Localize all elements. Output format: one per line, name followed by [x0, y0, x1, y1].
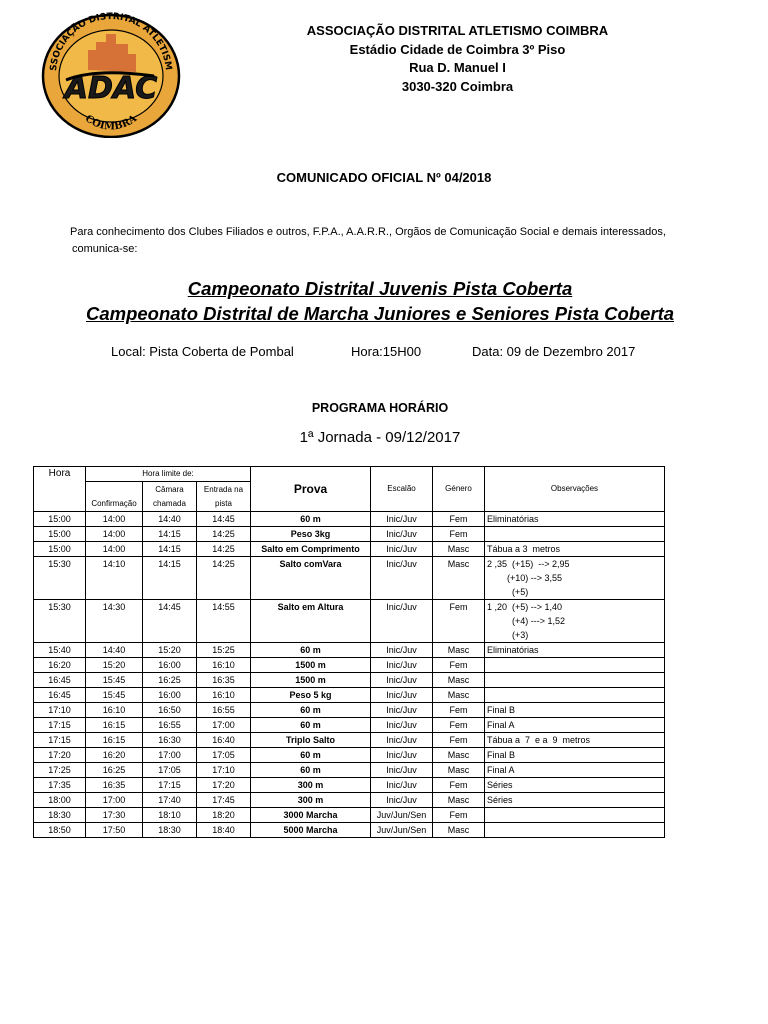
- observacao-line: Final B: [487, 705, 516, 715]
- cell-camara: 17:00: [143, 748, 197, 763]
- cell-prova: 60 m: [251, 643, 371, 658]
- table-row: [34, 823, 665, 838]
- cell-escalao: Inic/Juv: [371, 748, 433, 763]
- table-row: [34, 718, 665, 733]
- cell-camara: 16:00: [143, 688, 197, 703]
- table-row: [34, 542, 665, 557]
- observacao-line: Eliminatórias: [487, 514, 539, 524]
- cell-escalao: Inic/Juv: [371, 718, 433, 733]
- cell-entrada: 14:45: [197, 512, 251, 527]
- col-hora-limite: Hora limite de:: [86, 467, 251, 482]
- cell-confirmacao: 15:20: [86, 658, 143, 673]
- cell-entrada: 17:00: [197, 718, 251, 733]
- cell-genero: Masc: [433, 823, 485, 838]
- cell-camara: 18:30: [143, 823, 197, 838]
- cell-genero: Masc: [433, 688, 485, 703]
- observacao-line: Final B: [487, 750, 516, 760]
- cell-confirmacao: 14:40: [86, 643, 143, 658]
- table-row: [34, 703, 665, 718]
- cell-observacoes: [485, 778, 665, 793]
- cell-confirmacao: 14:10: [86, 557, 143, 600]
- cell-confirmacao: 17:00: [86, 793, 143, 808]
- cell-prova: Salto em Altura: [251, 600, 371, 643]
- cell-escalao: Inic/Juv: [371, 643, 433, 658]
- cell-observacoes: [485, 793, 665, 808]
- cell-entrada: 16:55: [197, 703, 251, 718]
- cell-prova: 1500 m: [251, 658, 371, 673]
- cell-entrada: 16:10: [197, 688, 251, 703]
- cell-observacoes: [485, 673, 665, 688]
- cell-confirmacao: 16:15: [86, 733, 143, 748]
- cell-prova: Peso 3kg: [251, 527, 371, 542]
- cell-observacoes: [485, 688, 665, 703]
- cell-hora: 15:00: [34, 527, 86, 542]
- cell-hora: 15:30: [34, 600, 86, 643]
- cell-entrada: 18:20: [197, 808, 251, 823]
- table-row: [34, 778, 665, 793]
- cell-genero: Fem: [433, 512, 485, 527]
- col-observacoes: Observações: [485, 467, 665, 512]
- cell-confirmacao: 17:50: [86, 823, 143, 838]
- cell-entrada: 17:45: [197, 793, 251, 808]
- cell-entrada: 14:25: [197, 557, 251, 600]
- observacao-line: (+3): [487, 630, 529, 640]
- cell-camara: 17:40: [143, 793, 197, 808]
- observacao-line: 1 ,20 (+5) --> 1,40: [487, 602, 563, 612]
- cell-confirmacao: 15:45: [86, 673, 143, 688]
- table-row: [34, 512, 665, 527]
- svg-text:ASSOCIAÇÃO DISTRITAL ATLETISMO: SSOCIAÇÃO DISTRITAL ATLETISM: [49, 11, 173, 72]
- observacao-line: Séries: [487, 780, 513, 790]
- cell-camara: 14:15: [143, 527, 197, 542]
- table-row: [34, 763, 665, 778]
- programa-title: PROGRAMA HORÁRIO: [311, 401, 449, 415]
- cell-escalao: Inic/Juv: [371, 658, 433, 673]
- cell-genero: Fem: [433, 658, 485, 673]
- cell-observacoes: [485, 808, 665, 823]
- cell-prova: 1500 m: [251, 673, 371, 688]
- cell-genero: Fem: [433, 718, 485, 733]
- cell-confirmacao: 14:30: [86, 600, 143, 643]
- cell-confirmacao: 14:00: [86, 527, 143, 542]
- cell-genero: Masc: [433, 748, 485, 763]
- cell-hora: 15:40: [34, 643, 86, 658]
- cell-hora: 18:00: [34, 793, 86, 808]
- cell-prova: 5000 Marcha: [251, 823, 371, 838]
- table-row: [34, 733, 665, 748]
- observacao-line: (+4) ---> 1,52: [487, 616, 566, 626]
- cell-genero: Fem: [433, 808, 485, 823]
- cell-observacoes: [485, 542, 665, 557]
- table-row: [34, 688, 665, 703]
- cell-hora: 16:20: [34, 658, 86, 673]
- cell-entrada: 14:25: [197, 527, 251, 542]
- cell-prova: 60 m: [251, 763, 371, 778]
- cell-camara: 16:25: [143, 673, 197, 688]
- cell-camara: 16:50: [143, 703, 197, 718]
- table-row: [34, 557, 665, 600]
- cell-escalao: Inic/Juv: [371, 733, 433, 748]
- cell-prova: 60 m: [251, 512, 371, 527]
- cell-observacoes: [485, 718, 665, 733]
- table-row: [34, 793, 665, 808]
- table-row: [34, 748, 665, 763]
- cell-observacoes: [485, 763, 665, 778]
- cell-hora: 17:25: [34, 763, 86, 778]
- jornada-title: 1ª Jornada - 09/12/2017: [299, 429, 461, 446]
- cell-escalao: Inic/Juv: [371, 688, 433, 703]
- cell-prova: 300 m: [251, 778, 371, 793]
- cell-observacoes: [485, 748, 665, 763]
- cell-entrada: 17:20: [197, 778, 251, 793]
- cell-confirmacao: 16:25: [86, 763, 143, 778]
- cell-prova: 3000 Marcha: [251, 808, 371, 823]
- cell-hora: 17:10: [34, 703, 86, 718]
- cell-observacoes: [485, 512, 665, 527]
- cell-hora: 17:35: [34, 778, 86, 793]
- event-title-1: Campeonato Distrital Juvenis Pista Coberta: [187, 278, 573, 299]
- cell-hora: 18:30: [34, 808, 86, 823]
- cell-escalao: Inic/Juv: [371, 703, 433, 718]
- cell-escalao: Inic/Juv: [371, 542, 433, 557]
- cell-entrada: 18:40: [197, 823, 251, 838]
- cell-genero: Fem: [433, 778, 485, 793]
- intro-line-2: comunica-se:: [72, 243, 138, 255]
- table-row: [34, 527, 665, 542]
- cell-confirmacao: 14:00: [86, 512, 143, 527]
- cell-escalao: Juv/Jun/Sen: [371, 808, 433, 823]
- cell-entrada: 17:10: [197, 763, 251, 778]
- cell-escalao: Inic/Juv: [371, 557, 433, 600]
- comunicado-title: COMUNICADO OFICIAL Nº 04/2018: [276, 170, 492, 185]
- cell-confirmacao: 14:00: [86, 542, 143, 557]
- cell-hora: 15:00: [34, 542, 86, 557]
- cell-prova: 60 m: [251, 718, 371, 733]
- cell-confirmacao: 16:10: [86, 703, 143, 718]
- schedule-table: [33, 466, 665, 838]
- observacao-line: Séries: [487, 795, 513, 805]
- cell-camara: 16:00: [143, 658, 197, 673]
- col-hora: Hora: [34, 467, 86, 512]
- observacao-line: (+10) --> 3,55: [487, 573, 563, 583]
- info-data: Data: 09 de Dezembro 2017: [472, 344, 636, 359]
- cell-prova: 60 m: [251, 703, 371, 718]
- col-prova: Prova: [251, 467, 371, 512]
- org-address-1: Estádio Cidade de Coimbra 3º Piso: [349, 41, 566, 57]
- cell-escalao: Inic/Juv: [371, 673, 433, 688]
- cell-camara: 16:30: [143, 733, 197, 748]
- cell-escalao: Inic/Juv: [371, 527, 433, 542]
- svg-text:ADAC: ADAC: [64, 71, 158, 106]
- cell-entrada: 14:55: [197, 600, 251, 643]
- cell-hora: 18:50: [34, 823, 86, 838]
- cell-escalao: Inic/Juv: [371, 778, 433, 793]
- cell-hora: 15:30: [34, 557, 86, 600]
- cell-camara: 14:15: [143, 542, 197, 557]
- observacao-line: Tábua a 3 metros: [487, 544, 561, 554]
- cell-entrada: 16:40: [197, 733, 251, 748]
- cell-escalao: Inic/Juv: [371, 763, 433, 778]
- cell-prova: Salto em Comprimento: [251, 542, 371, 557]
- cell-prova: 60 m: [251, 748, 371, 763]
- cell-escalao: Inic/Juv: [371, 793, 433, 808]
- col-confirmacao: Confirmação: [86, 482, 143, 512]
- cell-camara: 16:55: [143, 718, 197, 733]
- cell-hora: 17:15: [34, 718, 86, 733]
- cell-escalao: Juv/Jun/Sen: [371, 823, 433, 838]
- table-row: [34, 673, 665, 688]
- cell-camara: 17:15: [143, 778, 197, 793]
- observacao-line: Tábua a 7 e a 9 metros: [487, 735, 591, 745]
- cell-confirmacao: 16:20: [86, 748, 143, 763]
- table-row: [34, 658, 665, 673]
- event-titles: [0, 276, 760, 326]
- cell-confirmacao: 16:35: [86, 778, 143, 793]
- cell-genero: Masc: [433, 793, 485, 808]
- observacao-line: Final A: [487, 765, 515, 775]
- cell-camara: 14:45: [143, 600, 197, 643]
- col-genero: Género: [433, 467, 485, 512]
- cell-entrada: 16:35: [197, 673, 251, 688]
- cell-camara: 14:15: [143, 557, 197, 600]
- cell-hora: 17:15: [34, 733, 86, 748]
- table-row: [34, 643, 665, 658]
- org-postcode: 3030-320 Coimbra: [401, 78, 514, 94]
- table-row: [34, 600, 665, 643]
- cell-entrada: 14:25: [197, 542, 251, 557]
- cell-observacoes: [485, 823, 665, 838]
- cell-hora: 15:00: [34, 512, 86, 527]
- cell-prova: 300 m: [251, 793, 371, 808]
- cell-observacoes: [485, 643, 665, 658]
- table-row: [34, 808, 665, 823]
- adac-logo: [36, 10, 186, 138]
- cell-prova: Triplo Salto: [251, 733, 371, 748]
- cell-hora: 16:45: [34, 688, 86, 703]
- cell-hora: 17:20: [34, 748, 86, 763]
- cell-observacoes: [485, 527, 665, 542]
- cell-camara: 15:20: [143, 643, 197, 658]
- cell-genero: Fem: [433, 527, 485, 542]
- cell-genero: Masc: [433, 557, 485, 600]
- event-title-2: Campeonato Distrital de Marcha Juniores e Seniores Pista Coberta: [85, 303, 675, 324]
- observacao-line: 2 ,35 (+15) --> 2,95: [487, 559, 570, 569]
- schedule-body: [34, 512, 665, 838]
- col-escalao: Escalão: [371, 467, 433, 512]
- cell-observacoes: [485, 658, 665, 673]
- cell-camara: 18:10: [143, 808, 197, 823]
- observacao-line: Final A: [487, 720, 515, 730]
- cell-confirmacao: 16:15: [86, 718, 143, 733]
- cell-genero: Fem: [433, 600, 485, 643]
- cell-entrada: 17:05: [197, 748, 251, 763]
- cell-entrada: 15:25: [197, 643, 251, 658]
- col-entrada: Entrada na pista: [197, 482, 251, 512]
- cell-observacoes: [485, 600, 665, 643]
- cell-genero: Masc: [433, 673, 485, 688]
- cell-prova: Peso 5 kg: [251, 688, 371, 703]
- cell-camara: 14:40: [143, 512, 197, 527]
- cell-escalao: Inic/Juv: [371, 512, 433, 527]
- org-address-2: Rua D. Manuel I: [409, 60, 506, 75]
- col-camara: Câmara chamada: [143, 482, 197, 512]
- cell-genero: Masc: [433, 542, 485, 557]
- cell-genero: Masc: [433, 643, 485, 658]
- intro-text: [70, 224, 710, 258]
- cell-genero: Fem: [433, 733, 485, 748]
- cell-observacoes: [485, 703, 665, 718]
- observacao-line: (+5): [487, 587, 529, 597]
- info-local: Local: Pista Coberta de Pombal: [111, 344, 294, 359]
- info-hora: Hora:15H00: [351, 344, 422, 359]
- cell-genero: Masc: [433, 763, 485, 778]
- observacao-line: Eliminatórias: [487, 645, 539, 655]
- cell-genero: Fem: [433, 703, 485, 718]
- org-name: ASSOCIAÇÃO DISTRITAL ATLETISMO COIMBRA: [306, 23, 609, 38]
- svg-text:COIMBRA: COIMBRA: [82, 113, 140, 133]
- cell-prova: Salto comVara: [251, 557, 371, 600]
- cell-camara: 17:05: [143, 763, 197, 778]
- cell-hora: 16:45: [34, 673, 86, 688]
- org-header: [260, 22, 655, 96]
- cell-observacoes: [485, 557, 665, 600]
- cell-entrada: 16:10: [197, 658, 251, 673]
- intro-line-1: Para conhecimento dos Clubes Filiados e outros, F.P.A., A.A.R.R., Orgãos de Comunicação Social e demais interessados,: [70, 226, 666, 238]
- cell-confirmacao: 15:45: [86, 688, 143, 703]
- cell-confirmacao: 17:30: [86, 808, 143, 823]
- cell-escalao: Inic/Juv: [371, 600, 433, 643]
- cell-observacoes: [485, 733, 665, 748]
